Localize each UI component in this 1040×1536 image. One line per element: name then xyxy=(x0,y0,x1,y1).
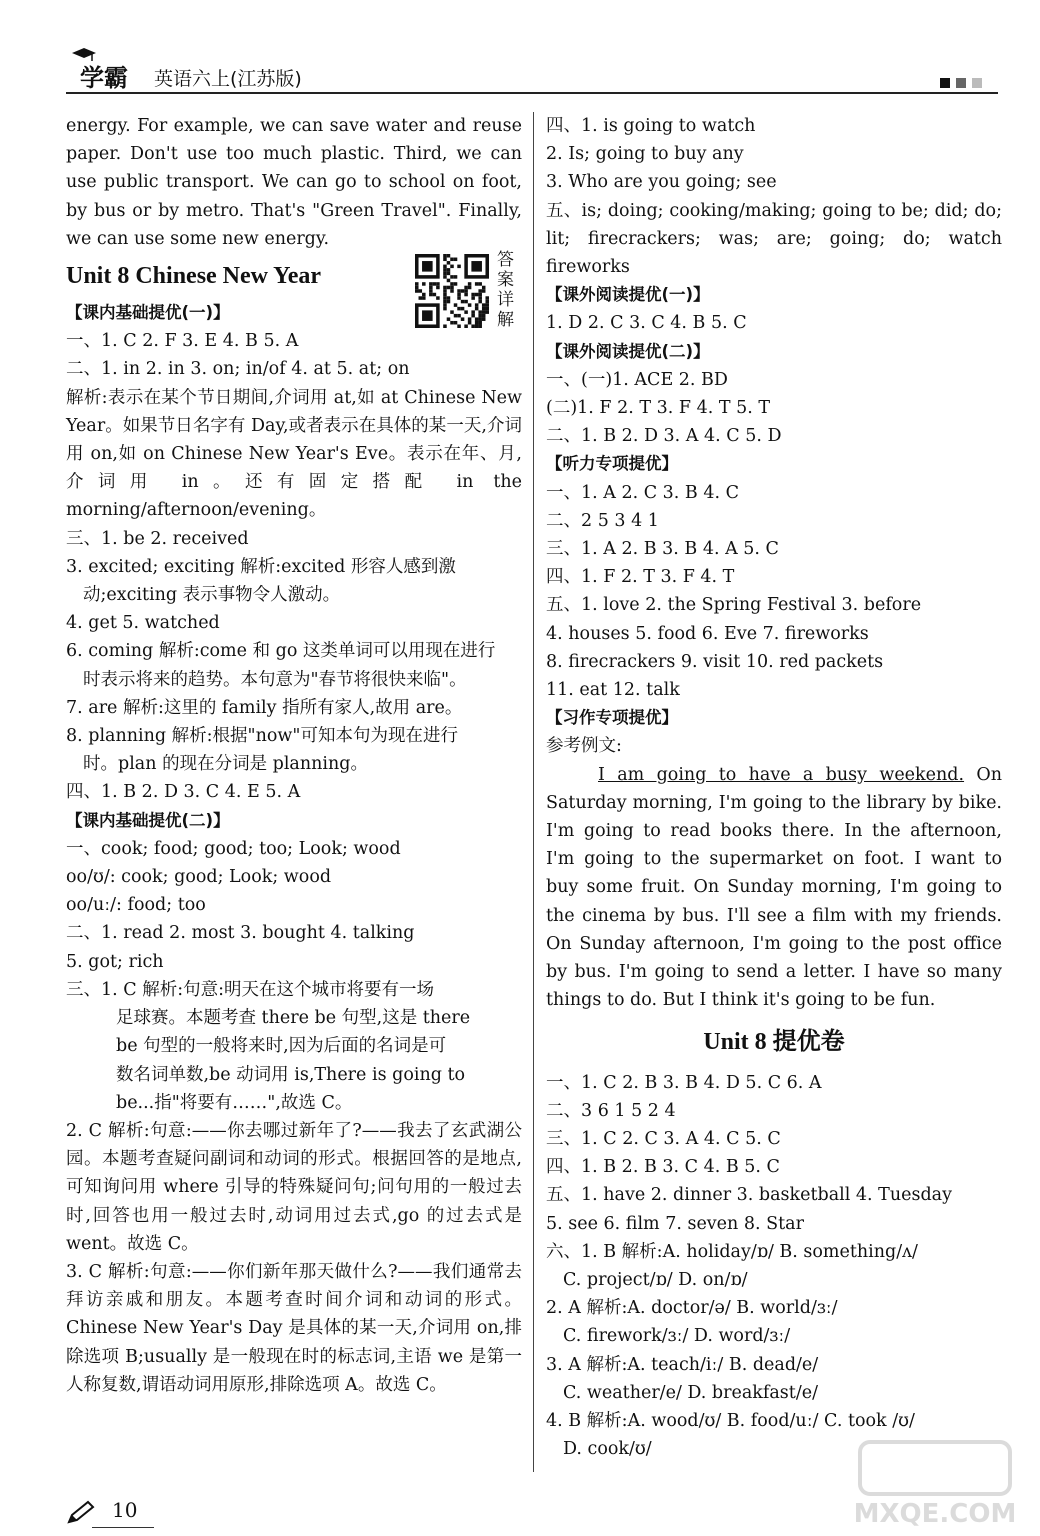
answer-line: 二、2 5 3 4 1 xyxy=(546,510,659,531)
answer-line: 2. A 解析:A. doctor/ə/ B. world/ɜː/ xyxy=(546,1298,838,1319)
paragraph: 2. C 解析:句意:——你去哪过新年了?——我去了玄武湖公园。本题考查疑问副词和动词的形式。根据回答的是地点,可知询问用 where 引导的特殊疑问句;问句用的一般过去时,回答也用一般过去时,动词用过去式,go 的过去式是 went。故选 C。 xyxy=(66,1120,522,1254)
qr-side-char: 案 xyxy=(497,270,514,290)
answer-line: 三、1. be 2. received xyxy=(66,528,249,549)
right-column xyxy=(546,112,1002,1463)
essay-topic-sentence: I am going to have a busy weekend. xyxy=(598,764,965,785)
answer-line: 一、1. C 2. B 3. B 4. D 5. C 6. A xyxy=(546,1072,822,1093)
answer-line: 四、1. F 2. T 3. F 4. T xyxy=(546,567,735,588)
unit-title: Unit 8 Chinese New Year xyxy=(66,263,322,290)
answer-line: 三、1. A 2. B 3. B 4. A 5. C xyxy=(546,539,779,560)
answer-line: 2. Is; going to buy any xyxy=(546,144,744,165)
section-heading: 【课外阅读提优(一)】 xyxy=(546,285,710,305)
answer-line: 4. houses 5. food 6. Eve 7. fireworks xyxy=(546,623,869,644)
qr-code-icon xyxy=(415,254,489,328)
answer-line: 四、1. B 2. D 3. C 4. E 5. A xyxy=(66,782,301,803)
answer-line: 3. excited; exciting 解析:excited 形容人感到激 xyxy=(66,556,456,577)
column-divider xyxy=(533,112,534,1472)
answer-line: 5. got; rich xyxy=(66,951,164,972)
answer-line: 8. planning 解析:根据"now"可知本句为现在进行 xyxy=(66,726,458,747)
answer-line: 足球赛。本题考查 there be 句型,这是 there xyxy=(116,1008,471,1029)
answer-line: C. project/ɒ/ D. on/ɒ/ xyxy=(563,1269,748,1290)
answer-line: 4. get 5. watched xyxy=(66,613,220,634)
section-title: Unit 8 提优卷 xyxy=(703,1028,845,1055)
answer-line: 4. B 解析:A. wood/ʊ/ B. food/uː/ C. took /ʊ/ xyxy=(546,1410,915,1431)
answer-line: 五、1. have 2. dinner 3. basketball 4. Tuesday xyxy=(546,1185,952,1206)
answer-line: 二、1. B 2. D 3. A 4. C 5. D xyxy=(546,426,782,447)
answer-line: oo/uː/: food; too xyxy=(66,895,206,916)
essay-paragraph xyxy=(546,761,1002,1015)
book-title: 英语六上(江苏版) xyxy=(154,68,302,90)
pencil-icon xyxy=(66,1500,96,1526)
page-number: 10 xyxy=(112,1498,138,1522)
answer-line: 数名词单数,be 动词用 is,There is going to xyxy=(116,1064,466,1085)
essay-body: On Saturday morning, I'm going to the library by bike. I'm going to read books there. In the afternoon, I'm going to the supermarket on foot. I want to buy some fruit. On Sunday morning, I'm going to the cinema by bus. I'll see a film with my friends. On Sunday afternoon, I'm going to the post office by bus. I'm going to send a letter. I have so many things to do. But I think it's going to be fun. xyxy=(546,764,1002,1011)
answer-line: 五、1. love 2. the Spring Festival 3. before xyxy=(546,595,922,616)
answer-line: 一、1. A 2. C 3. B 4. C xyxy=(546,482,740,503)
answer-line: 四、1. B 2. B 3. C 4. B 5. C xyxy=(546,1157,780,1178)
brand-logo: 学霸 xyxy=(80,64,128,92)
answer-line: 5. see 6. film 7. seven 8. Star xyxy=(546,1213,804,1234)
answer-line: C. firework/ɜː/ D. word/ɜː/ xyxy=(563,1326,791,1347)
answer-line: 时。plan 的现在分词是 planning。 xyxy=(83,754,368,775)
paragraph: 3. C 解析:句意:——你们新年那天做什么?——我们通常去拜访亲戚和朋友。本题考查时间介词和动词的形式。Chinese New Year's Day 是具体的某一天,介词用 on,排除选项 B;usually 是一般现在时的标志词,主语 we 是第一人称复数,谓语动词用原形,排除选项 A。故选 C。 xyxy=(66,1261,522,1395)
header-rule xyxy=(66,92,998,94)
answer-line: be...指"将要有……",故选 C。 xyxy=(116,1092,353,1113)
section-heading: 【听力专项提优】 xyxy=(546,454,678,474)
answer-line: 三、1. C 2. C 3. A 4. C 5. C xyxy=(546,1128,781,1149)
answer-line: 一、(一)1. ACE 2. BD xyxy=(546,369,728,390)
answer-line: 二、3 6 1 5 2 4 xyxy=(546,1100,676,1121)
page-header xyxy=(66,58,998,96)
answer-line: 一、1. C 2. F 3. E 4. B 5. A xyxy=(66,331,299,352)
answer-line: 二、1. read 2. most 3. bought 4. talking xyxy=(66,923,415,944)
answer-line: 参考例文: xyxy=(546,736,622,757)
section-heading: 【习作专项提优】 xyxy=(546,708,678,728)
answer-line: 3. Who are you going; see xyxy=(546,172,777,193)
header-square-1 xyxy=(940,78,950,88)
qr-side-char: 详 xyxy=(497,290,514,310)
answer-line: 二、1. in 2. in 3. on; in/of 4. at 5. at; on xyxy=(66,359,410,380)
answer-line: 三、1. C 解析:句意:明天在这个城市将要有一场 xyxy=(66,979,435,1000)
answer-line: 动;exciting 表示事物令人激动。 xyxy=(83,585,341,606)
answer-line: 一、cook; food; good; too; Look; wood xyxy=(66,838,401,859)
header-square-3 xyxy=(972,78,982,88)
answer-line: be 句型的一般将来时,因为后面的名词是可 xyxy=(116,1036,447,1057)
section-heading: 【课外阅读提优(二)】 xyxy=(546,341,710,361)
answer-line: 3. A 解析:A. teach/iː/ B. dead/e/ xyxy=(546,1354,819,1375)
answer-line: 六、1. B 解析:A. holiday/ɒ/ B. something/ʌ/ xyxy=(546,1241,918,1262)
answer-line: C. weather/e/ D. breakfast/e/ xyxy=(563,1382,818,1403)
answer-line: 6. coming 解析:come 和 go 这类单词可以用现在进行 xyxy=(66,641,496,662)
watermark-text: MXQE.COM xyxy=(853,1499,1017,1529)
sample-essay xyxy=(546,761,1002,1015)
footer-rule xyxy=(92,1527,154,1528)
qr-side-label xyxy=(497,250,519,330)
paragraph: energy. For example, we can save water and reuse paper. Don't use too much plastic. Third, we can use public transport. We can go to school on foot, by bus or by metro. That's "Green Travel". Finally, we can use some new energy. xyxy=(66,116,522,249)
answer-line: 1. D 2. C 3. C 4. B 5. C xyxy=(546,313,747,334)
watermark xyxy=(840,1436,1030,1532)
section-heading: 【课内基础提优(二)】 xyxy=(66,810,230,830)
answer-line: 四、1. is going to watch xyxy=(546,116,756,136)
qr-side-char: 解 xyxy=(497,310,514,330)
answer-line: D. cook/ʊ/ xyxy=(563,1439,652,1460)
section-heading: 【课内基础提优(一)】 xyxy=(66,303,230,323)
paragraph: 解析:表示在某个节日期间,介词用 at,如 at Chinese New Year。如果节日名字有 Day,或者表示在具体的某一天,介词用 on,如 on Chinese New Year's Eve。表示在年、月,介词用 in。还有固定搭配 in the morning/afternoon/evening。 xyxy=(66,387,522,521)
answer-line: 8. firecrackers 9. visit 10. red packets xyxy=(546,651,884,672)
answer-line: (二)1. F 2. T 3. F 4. T 5. T xyxy=(546,398,771,419)
answer-line: 时表示将来的趋势。本句意为"春节将很快来临"。 xyxy=(83,669,467,690)
answer-line: oo/ʊ/: cook; good; Look; wood xyxy=(66,867,332,888)
answer-line: 7. are 解析:这里的 family 指所有家人,故用 are。 xyxy=(66,697,463,718)
answer-line: 11. eat 12. talk xyxy=(546,680,680,701)
qr-side-char: 答 xyxy=(497,250,514,270)
header-square-2 xyxy=(956,78,966,88)
paragraph: 五、is; doing; cooking/making; going to be; did; do; lit; firecrackers; was; are; going; do; watch fireworks xyxy=(546,200,1002,278)
